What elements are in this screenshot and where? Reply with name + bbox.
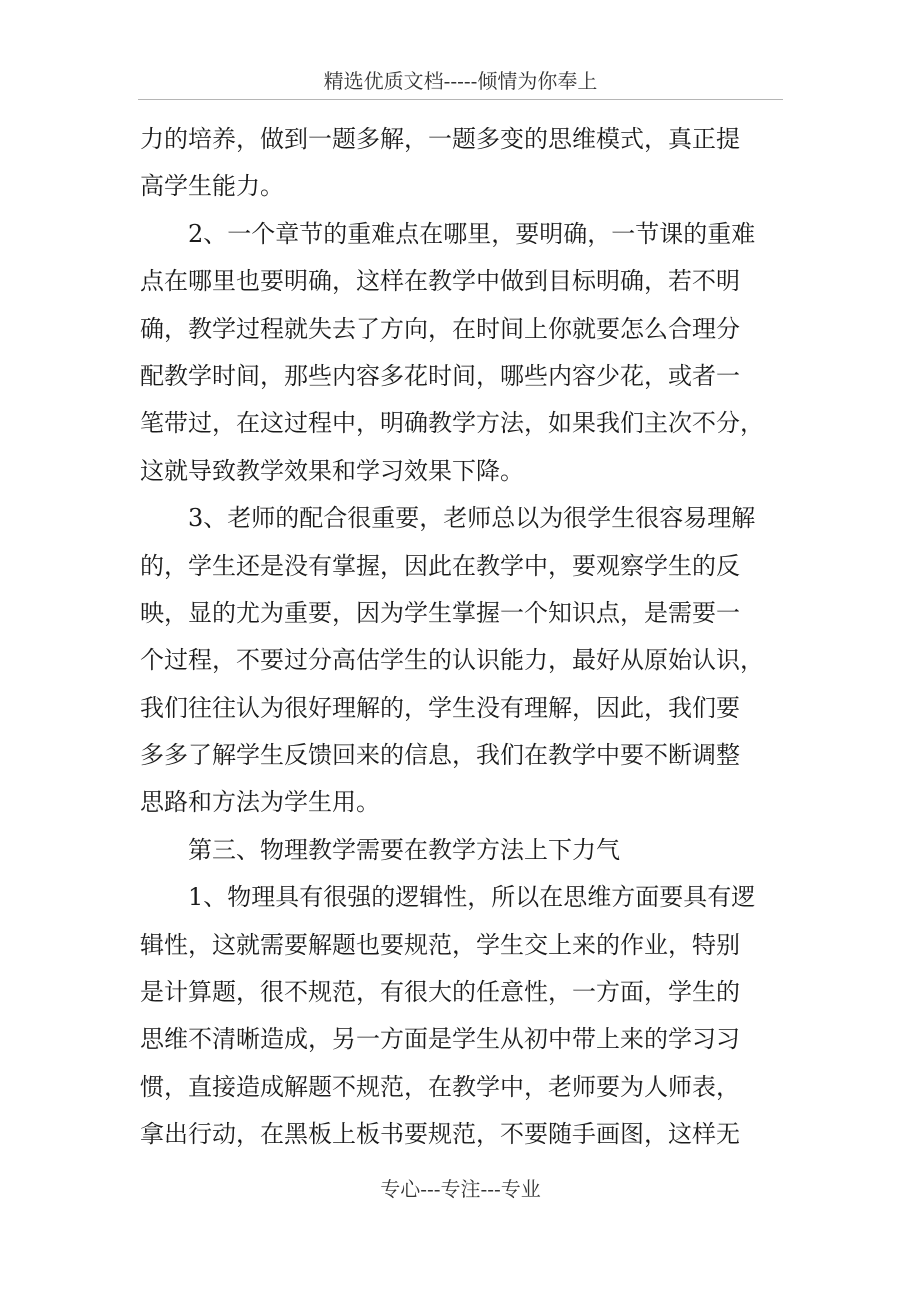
paragraph-start-line: 2、一个章节的重难点在哪里，要明确，一节课的重难 (188, 219, 756, 248)
text-line: 这就导致教学效果和学习效果下降。 (140, 456, 524, 485)
text-line: 配教学时间，那些内容多花时间，哪些内容少花，或者一 (140, 361, 740, 390)
text-line: 思维不清晰造成，另一方面是学生从初中带上来的学习习 (140, 1025, 740, 1054)
text-line: 思路和方法为学生用。 (140, 788, 380, 817)
page-header: 精选优质文档-----倾情为你奉上 (323, 69, 598, 93)
text-line: 笔带过，在这过程中，明确教学方法，如果我们主次不分， (140, 409, 764, 438)
text-line: 惯，直接造成解题不规范，在教学中，老师要为人师表， (140, 1072, 740, 1101)
header-divider (138, 99, 783, 100)
text-line: 多多了解学生反馈回来的信息，我们在教学中要不断调整 (140, 741, 740, 770)
text-line: 确，教学过程就失去了方向，在时间上你就要怎么合理分 (140, 314, 740, 343)
text-line: 个过程，不要过分高估学生的认识能力，最好从原始认识， (140, 646, 764, 675)
section-heading: 第三、物理教学需要在教学方法上下力气 (188, 835, 620, 864)
paragraph-start-line: 3、老师的配合很重要，老师总以为很学生很容易理解 (188, 504, 756, 533)
text-line: 高学生能力。 (140, 172, 284, 201)
page-footer: 专心---专注---专业 (380, 1177, 541, 1201)
document-body (140, 116, 776, 1159)
text-line: 映，显的尤为重要，因为学生掌握一个知识点，是需要一 (140, 598, 740, 627)
text-line: 力的培养，做到一题多解，一题多变的思维模式，真正提 (140, 125, 740, 153)
text-line: 我们往往认为很好理解的，学生没有理解，因此，我们要 (140, 693, 740, 722)
text-line: 是计算题，很不规范，有很大的任意性，一方面，学生的 (140, 978, 740, 1007)
text-line: 拿出行动，在黑板上板书要规范，不要随手画图，这样无 (140, 1120, 740, 1149)
paragraph-start-line: 1、物理具有很强的逻辑性，所以在思维方面要具有逻 (188, 883, 756, 912)
text-line: 的，学生还是没有掌握，因此在教学中，要观察学生的反 (140, 551, 740, 580)
text-line: 点在哪里也要明确，这样在教学中做到目标明确，若不明 (140, 267, 740, 296)
text-line: 辑性，这就需要解题也要规范，学生交上来的作业，特别 (140, 930, 740, 959)
